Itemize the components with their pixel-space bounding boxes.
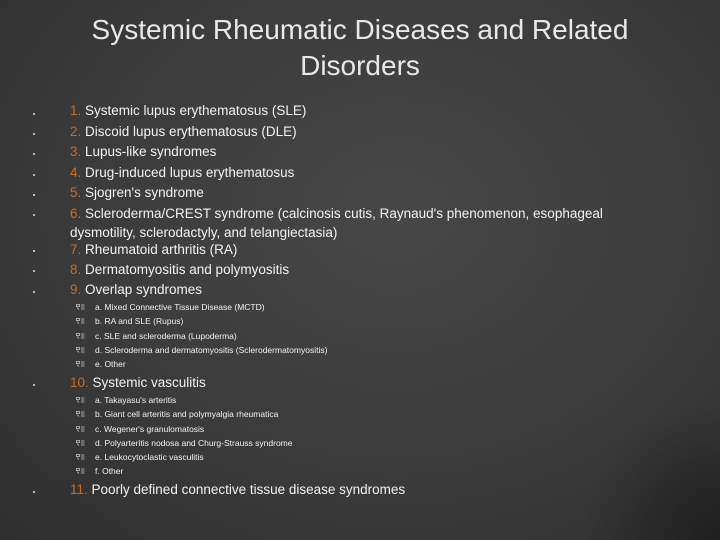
sub-list-item: a. Takayasu's arteritis <box>95 395 177 405</box>
item-text: Overlap syndromes <box>81 282 203 297</box>
sub-list-item: e. Leukocytoclastic vasculitis <box>95 452 204 462</box>
item-number: 7. <box>70 242 82 257</box>
sub-bullet-icon <box>76 304 85 310</box>
sub-bullet-icon <box>76 361 85 367</box>
sub-bullet-icon <box>76 318 85 324</box>
item-number: 8. <box>70 262 82 277</box>
title-line-1: Systemic Rheumatic Diseases and Related <box>91 14 629 45</box>
item-text: Poorly defined connective tissue disease syndromes <box>87 482 406 497</box>
sub-bullet-icon <box>76 426 85 432</box>
sub-list-item: d. Polyarteritis nodosa and Churg-Strauss syndrome <box>95 438 293 448</box>
bullet-icon <box>33 270 35 272</box>
item-number: 11. <box>70 482 88 497</box>
slide-title <box>0 12 720 84</box>
bullet-icon <box>33 250 35 252</box>
item-number: 4. <box>70 165 82 180</box>
bullet-icon <box>33 194 35 196</box>
item-number: 2. <box>70 124 82 139</box>
list-item <box>70 280 202 299</box>
list-item <box>70 480 405 499</box>
bullet-icon <box>33 153 35 155</box>
bullet-icon <box>33 174 35 176</box>
corner-shadow <box>580 400 720 540</box>
list-item <box>70 122 297 141</box>
sub-bullet-icon <box>76 440 85 446</box>
bullet-icon <box>33 384 35 386</box>
item-text: Systemic vasculitis <box>88 375 206 390</box>
item-number: 6. <box>70 206 82 221</box>
sub-bullet-icon <box>76 333 85 339</box>
sub-bullet-icon <box>76 347 85 353</box>
list-item <box>70 240 237 259</box>
sub-list-item: f. Other <box>95 466 124 476</box>
sub-list-item: c. SLE and scleroderma (Lupoderma) <box>95 331 237 341</box>
list-item <box>70 204 650 242</box>
item-number: 3. <box>70 144 82 159</box>
sub-list-item: c. Wegener's granulomatosis <box>95 424 205 434</box>
item-text: Discoid lupus erythematosus (DLE) <box>81 124 297 139</box>
item-text: Sjogren's syndrome <box>81 185 204 200</box>
sub-list-item: b. Giant cell arteritis and polymyalgia rheumatica <box>95 409 279 419</box>
sub-list-item: d. Scleroderma and dermatomyositis (Sclerodermatomyositis) <box>95 345 328 355</box>
sub-bullet-icon <box>76 397 85 403</box>
bullet-icon <box>33 291 35 293</box>
sub-list-item: e. Other <box>95 359 126 369</box>
item-number: 10. <box>70 375 89 390</box>
list-item <box>70 373 206 392</box>
item-text: Scleroderma/CREST syndrome (calcinosis cutis, Raynaud's phenomenon, esophageal dysmotility, sclerodactyly, and telangiectasia) <box>70 206 603 240</box>
item-number: 1. <box>70 103 82 118</box>
list-item <box>70 260 289 279</box>
item-text: Systemic lupus erythematosus (SLE) <box>81 103 307 118</box>
bullet-icon <box>33 491 35 493</box>
item-text: Lupus-like syndromes <box>81 144 217 159</box>
list-item <box>70 163 294 182</box>
title-line-2: Disorders <box>300 50 420 81</box>
item-text: Rheumatoid arthritis (RA) <box>81 242 238 257</box>
sub-bullet-icon <box>76 411 85 417</box>
item-text: Drug-induced lupus erythematosus <box>81 165 295 180</box>
item-text: Dermatomyositis and polymyositis <box>81 262 290 277</box>
item-number: 9. <box>70 282 82 297</box>
list-item <box>70 101 306 120</box>
sub-bullet-icon <box>76 468 85 474</box>
sub-bullet-icon <box>76 454 85 460</box>
bullet-icon <box>33 214 35 216</box>
sub-list-item: b. RA and SLE (Rupus) <box>95 316 184 326</box>
bullet-icon <box>33 133 35 135</box>
bullet-icon <box>33 113 35 115</box>
item-number: 5. <box>70 185 82 200</box>
list-item <box>70 183 204 202</box>
sub-list-item: a. Mixed Connective Tissue Disease (MCTD) <box>95 302 265 312</box>
list-item <box>70 142 216 161</box>
